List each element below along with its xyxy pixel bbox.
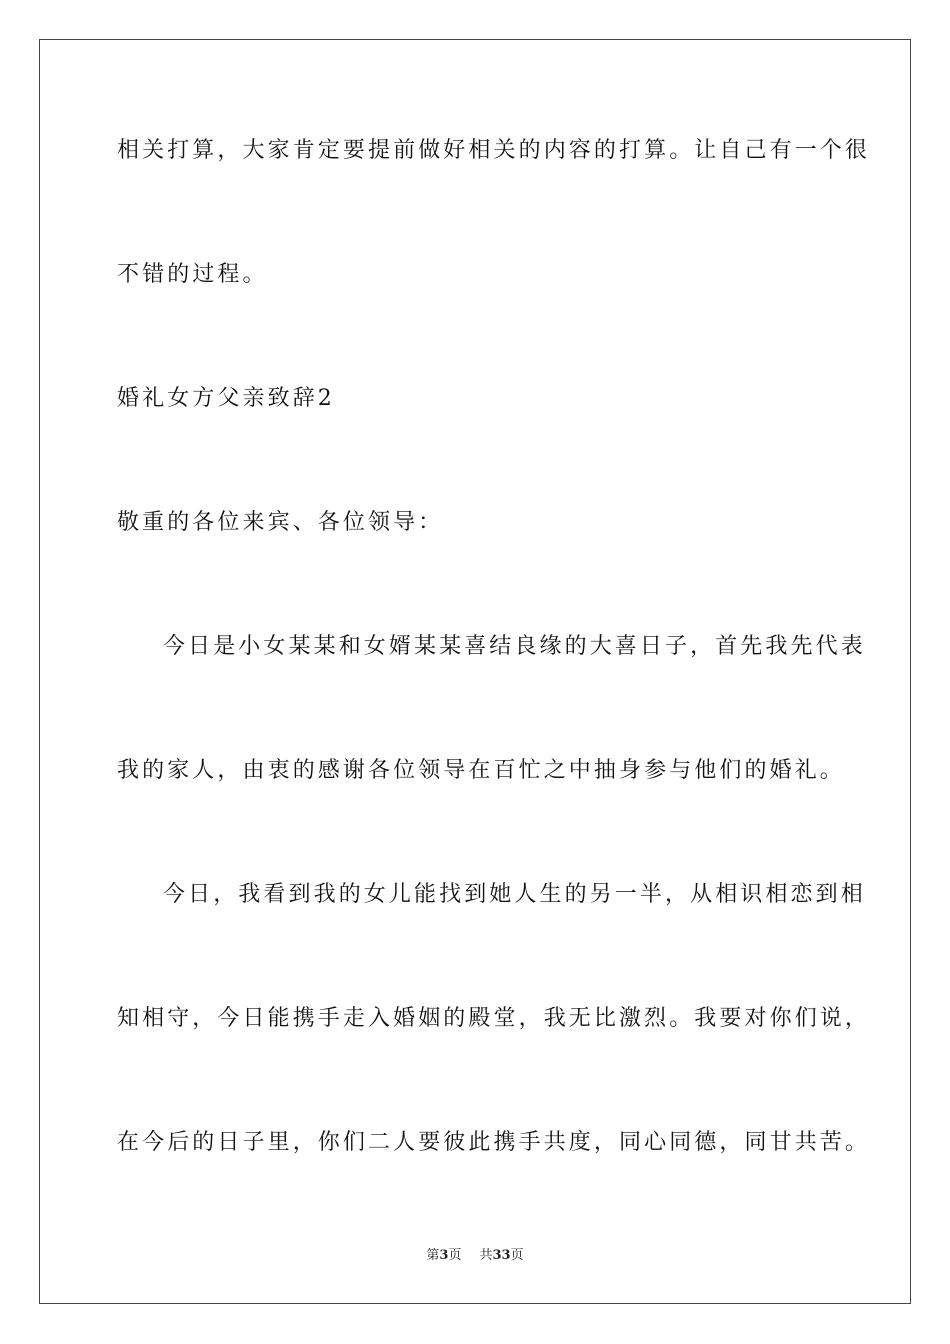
salutation: 敬重的各位来宾、各位领导： xyxy=(117,510,444,535)
page-number: 3 xyxy=(439,1248,449,1263)
body-line-1: 相关打算，大家肯定要提前做好相关的内容的打算。让自己有一个很 xyxy=(117,138,871,163)
total-prefix: 共 xyxy=(479,1248,493,1263)
paragraph-1-line-1: 今日是小女某某和女婿某某喜结良缘的大喜日子，首先我先代表 xyxy=(163,634,866,659)
total-pages: 33 xyxy=(492,1248,511,1263)
page-footer xyxy=(0,1246,950,1266)
paragraph-2-line-2: 知相守，今日能携手走入婚姻的殿堂，我无比激烈。我要对你们说， xyxy=(117,1006,871,1031)
page-suffix: 页 xyxy=(448,1248,462,1263)
page-border xyxy=(39,39,911,1304)
paragraph-1-line-2: 我的家人，由衷的感谢各位领导在百忙之中抽身参与他们的婚礼。 xyxy=(117,758,845,783)
paragraph-2-line-3: 在今后的日子里，你们二人要彼此携手共度，同心同德，同甘共苦。 xyxy=(117,1130,871,1155)
body-line-2: 不错的过程。 xyxy=(117,262,268,287)
page-prefix: 第 xyxy=(426,1248,440,1263)
paragraph-2-line-1: 今日，我看到我的女儿能找到她人生的另一半，从相识相恋到相 xyxy=(163,882,866,907)
section-heading: 婚礼女方父亲致辞2 xyxy=(117,386,335,411)
total-suffix: 页 xyxy=(510,1248,524,1263)
